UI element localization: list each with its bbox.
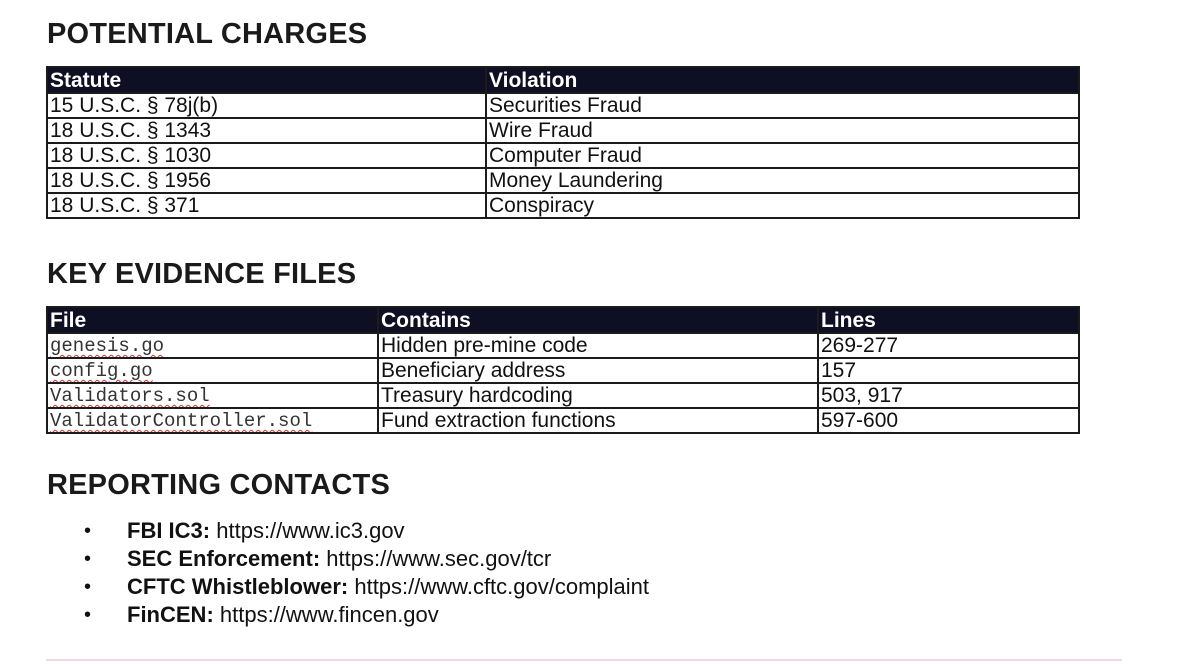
lines-cell: 157 xyxy=(818,358,1079,383)
table-header-row xyxy=(47,307,1079,333)
file-name: ValidatorController.sol xyxy=(50,410,313,432)
list-item xyxy=(80,545,649,573)
page-divider xyxy=(46,659,1122,661)
table-row xyxy=(47,93,1079,118)
file-cell xyxy=(47,408,378,433)
contains-cell: Treasury hardcoding xyxy=(378,383,818,408)
reporting-contacts-list xyxy=(80,517,649,629)
violation-cell: Money Laundering xyxy=(486,168,1079,193)
table-row xyxy=(47,408,1079,433)
file-cell xyxy=(47,333,378,358)
table-row xyxy=(47,383,1079,408)
bullet-icon: • xyxy=(84,520,92,542)
contact-url[interactable]: https://www.sec.gov/tcr xyxy=(326,546,552,571)
file-name: genesis.go xyxy=(50,335,165,357)
file-name: config.go xyxy=(50,360,153,382)
contact-label: SEC Enforcement: xyxy=(127,546,321,571)
column-header-violation: Violation xyxy=(486,67,1079,93)
lines-cell: 597-600 xyxy=(818,408,1079,433)
contains-cell: Beneficiary address xyxy=(378,358,818,383)
column-header-lines: Lines xyxy=(818,307,1079,333)
lines-cell: 269-277 xyxy=(818,333,1079,358)
statute-cell: 15 U.S.C. § 78j(b) xyxy=(47,93,486,118)
violation-cell: Conspiracy xyxy=(486,193,1079,218)
table-row xyxy=(47,118,1079,143)
reporting-contacts-heading: REPORTING CONTACTS xyxy=(47,469,391,501)
key-evidence-files-heading: KEY EVIDENCE FILES xyxy=(47,258,357,290)
key-evidence-files-table xyxy=(46,306,1080,434)
table-row xyxy=(47,168,1079,193)
file-cell xyxy=(47,383,378,408)
file-name: Validators.sol xyxy=(50,385,210,407)
list-item xyxy=(80,601,649,629)
statute-cell: 18 U.S.C. § 371 xyxy=(47,193,486,218)
bullet-icon: • xyxy=(84,548,92,570)
lines-cell: 503, 917 xyxy=(818,383,1079,408)
table-header-row xyxy=(47,67,1079,93)
contact-url[interactable]: https://www.ic3.gov xyxy=(216,518,405,543)
bullet-icon: • xyxy=(84,604,92,626)
contact-url[interactable]: https://www.cftc.gov/complaint xyxy=(354,574,650,599)
table-row xyxy=(47,193,1079,218)
violation-cell: Securities Fraud xyxy=(486,93,1079,118)
contains-cell: Fund extraction functions xyxy=(378,408,818,433)
table-row xyxy=(47,333,1079,358)
file-cell xyxy=(47,358,378,383)
potential-charges-heading: POTENTIAL CHARGES xyxy=(47,18,368,50)
violation-cell: Computer Fraud xyxy=(486,143,1079,168)
list-item xyxy=(80,573,649,601)
contact-label: FBI IC3: xyxy=(127,518,211,543)
statute-cell: 18 U.S.C. § 1956 xyxy=(47,168,486,193)
column-header-contains: Contains xyxy=(378,307,818,333)
bullet-icon: • xyxy=(84,576,92,598)
statute-cell: 18 U.S.C. § 1343 xyxy=(47,118,486,143)
list-item xyxy=(80,517,649,545)
potential-charges-table xyxy=(46,66,1080,219)
table-row xyxy=(47,143,1079,168)
statute-cell: 18 U.S.C. § 1030 xyxy=(47,143,486,168)
table-row xyxy=(47,358,1079,383)
contains-cell: Hidden pre-mine code xyxy=(378,333,818,358)
column-header-statute: Statute xyxy=(47,67,486,93)
column-header-file: File xyxy=(47,307,378,333)
contact-url[interactable]: https://www.fincen.gov xyxy=(219,602,439,627)
contact-label: CFTC Whistleblower: xyxy=(127,574,349,599)
contact-label: FinCEN: xyxy=(127,602,214,627)
violation-cell: Wire Fraud xyxy=(486,118,1079,143)
